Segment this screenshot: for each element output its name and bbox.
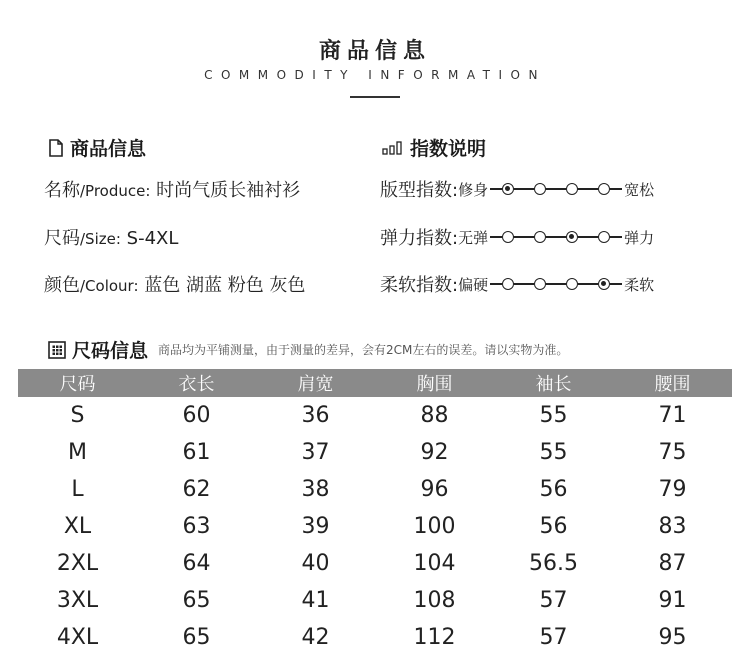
document-icon xyxy=(48,139,64,157)
index-label: 柔软指数: xyxy=(380,275,459,296)
table-row xyxy=(18,619,732,656)
grid-icon xyxy=(48,341,66,359)
table-cell: 88 xyxy=(420,403,449,428)
index-dot xyxy=(534,231,546,243)
table-cell: 112 xyxy=(413,625,456,650)
table-cell: 60 xyxy=(182,403,211,428)
bar-chart-icon xyxy=(382,141,404,155)
info-row-size xyxy=(44,224,178,250)
page-title: 商品信息 xyxy=(318,39,431,64)
table-cell: S xyxy=(70,403,85,428)
table-cell: 36 xyxy=(301,403,330,428)
size-table-body xyxy=(18,397,732,656)
table-cell: 56 xyxy=(539,477,568,502)
table-cell: 96 xyxy=(420,477,449,502)
index-dot xyxy=(502,231,514,243)
table-cell: 64 xyxy=(182,551,211,576)
table-cell: 57 xyxy=(539,588,568,613)
info-label-cn: 名称 xyxy=(44,180,80,201)
index-dot xyxy=(598,231,610,243)
table-cell: 75 xyxy=(658,440,687,465)
info-label-cn: 尺码 xyxy=(44,228,80,249)
index-dot-selected xyxy=(598,278,610,290)
table-cell: 55 xyxy=(539,440,568,465)
info-label-en: /Produce xyxy=(80,182,146,200)
table-cell: 55 xyxy=(539,403,568,428)
info-sep: : xyxy=(133,277,139,295)
table-cell: 100 xyxy=(413,514,456,539)
table-cell: M xyxy=(68,440,87,465)
table-cell: 57 xyxy=(539,625,568,650)
table-row xyxy=(18,434,732,471)
index-info-heading xyxy=(382,134,486,161)
info-row-colour xyxy=(44,271,305,297)
index-row-stretch xyxy=(380,224,654,250)
index-dot xyxy=(566,183,578,195)
table-cell: 91 xyxy=(658,588,687,613)
index-scale xyxy=(490,278,622,290)
table-row xyxy=(18,471,732,508)
index-dot xyxy=(502,278,514,290)
index-low-label: 修身 xyxy=(458,180,489,199)
table-cell: 2XL xyxy=(56,551,99,576)
info-label-en: /Colour xyxy=(80,277,134,295)
info-value: 蓝色 湖蓝 粉色 灰色 xyxy=(144,275,306,296)
table-cell: 65 xyxy=(182,588,211,613)
table-cell: 4XL xyxy=(56,625,99,650)
index-dot xyxy=(598,183,610,195)
table-cell: 108 xyxy=(413,588,456,613)
table-cell: 41 xyxy=(301,588,330,613)
index-info-heading-label: 指数说明 xyxy=(410,138,487,160)
table-cell: 38 xyxy=(301,477,330,502)
page-subtitle: COMMODITY INFORMATION xyxy=(204,68,546,82)
info-value: S-4XL xyxy=(126,228,179,249)
index-high-label: 柔软 xyxy=(624,275,655,294)
column-header: 尺码 xyxy=(18,369,137,397)
index-scale xyxy=(490,231,622,243)
table-cell: 61 xyxy=(182,440,211,465)
product-info-heading xyxy=(48,134,146,161)
column-header: 胸围 xyxy=(375,369,494,397)
table-cell: 39 xyxy=(301,514,330,539)
table-cell: 95 xyxy=(658,625,687,650)
table-cell: 37 xyxy=(301,440,330,465)
column-header: 肩宽 xyxy=(256,369,375,397)
table-cell: 83 xyxy=(658,514,687,539)
info-sep: : xyxy=(115,230,121,248)
table-cell: 71 xyxy=(658,403,687,428)
table-row xyxy=(18,508,732,545)
info-value: 时尚气质长袖衬衫 xyxy=(156,180,301,201)
index-dot-selected xyxy=(502,183,514,195)
column-header: 袖长 xyxy=(494,369,613,397)
size-table-header xyxy=(18,369,732,397)
index-dot-selected xyxy=(566,231,578,243)
product-info-heading-label: 商品信息 xyxy=(70,138,147,160)
size-table xyxy=(18,369,732,656)
index-label: 版型指数: xyxy=(380,180,459,201)
table-cell: 56 xyxy=(539,514,568,539)
table-cell: 92 xyxy=(420,440,449,465)
table-cell: 3XL xyxy=(56,588,99,613)
index-low-label: 无弹 xyxy=(458,228,489,247)
title-divider xyxy=(350,96,400,98)
size-info-heading xyxy=(48,336,568,363)
table-cell: 42 xyxy=(301,625,330,650)
index-scale xyxy=(490,183,622,195)
index-low-label: 偏硬 xyxy=(458,275,489,294)
index-high-label: 弹力 xyxy=(624,228,655,247)
index-dot xyxy=(534,278,546,290)
table-row xyxy=(18,545,732,582)
table-cell: 79 xyxy=(658,477,687,502)
table-cell: 104 xyxy=(413,551,456,576)
size-info-note: 商品均为平铺测量，由于测量的差异，会有2CM左右的误差。请以实物为准。 xyxy=(158,343,569,357)
table-cell: XL xyxy=(63,514,92,539)
size-info-heading-label: 尺码信息 xyxy=(72,340,149,362)
index-label: 弹力指数: xyxy=(380,228,459,249)
table-row xyxy=(18,582,732,619)
index-dot xyxy=(534,183,546,195)
table-row xyxy=(18,397,732,434)
index-row-fit xyxy=(380,176,654,202)
table-cell: L xyxy=(71,477,84,502)
column-header: 腰围 xyxy=(613,369,732,397)
table-cell: 65 xyxy=(182,625,211,650)
table-cell: 62 xyxy=(182,477,211,502)
table-cell: 63 xyxy=(182,514,211,539)
info-sep: : xyxy=(145,182,151,200)
index-dot xyxy=(566,278,578,290)
info-label-en: /Size xyxy=(80,230,116,248)
table-cell: 56.5 xyxy=(529,551,578,576)
index-row-softness xyxy=(380,271,654,297)
index-high-label: 宽松 xyxy=(624,180,655,199)
table-cell: 40 xyxy=(301,551,330,576)
column-header: 衣长 xyxy=(137,369,256,397)
info-label-cn: 颜色 xyxy=(44,275,80,296)
info-row-name xyxy=(44,176,300,202)
table-cell: 87 xyxy=(658,551,687,576)
